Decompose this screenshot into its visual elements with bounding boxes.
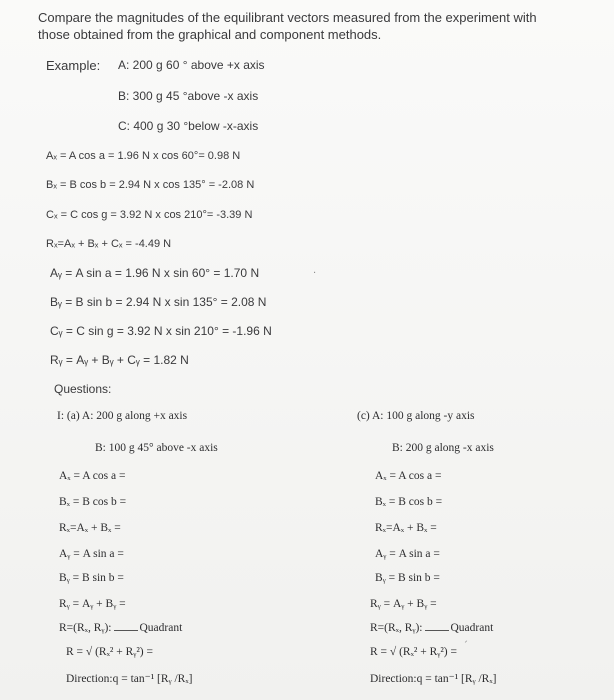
question-a-rx: Rₓ=Aₓ + Bₓ = [59, 522, 121, 534]
question-c-ay: Aᵧ = A sin a = [375, 548, 440, 560]
question-a-r-pair-label: R=(Rₓ, Rᵧ): [59, 622, 112, 634]
questions-heading: Questions: [54, 382, 112, 396]
question-a-by: Bᵧ = B sin b = [59, 572, 124, 584]
question-c-r-pair-label: R=(Rₓ, Rᵧ): [370, 622, 423, 634]
question-c-ry: Rᵧ = Aᵧ + Bᵧ = [370, 598, 437, 610]
question-a-ay: Aᵧ = A sin a = [59, 548, 124, 560]
question-a-direction: Direction:q = tan⁻¹ [Rᵧ /Rₓ] [66, 673, 193, 685]
question-a-bx: Bₓ = B cos b = [59, 496, 127, 508]
question-a-quadrant-blank[interactable] [114, 630, 138, 631]
calc-ax: Aₓ = A cos a = 1.96 N x cos 60°= 0.98 N [46, 150, 241, 162]
question-c-header: (c) A: 100 g along -y axis [357, 410, 475, 422]
question-c-bx: Bₓ = B cos b = [375, 496, 443, 508]
question-a-r-pair [59, 622, 182, 634]
question-a-r-magnitude: R = √ (Rₓ² + Rᵧ²) = [66, 646, 153, 658]
question-c-by: Bᵧ = B sin b = [375, 572, 440, 584]
example-vector-a: A: 200 g 60 ° above +x axis [118, 58, 265, 72]
question-c-r-magnitude: R = √ (Rₓ² + Rᵧ²) = [370, 646, 457, 658]
stray-tick-mark: ˏ [463, 632, 468, 643]
question-c-r-pair [370, 622, 493, 634]
question-c-ax: Aₓ = A cos a = [375, 470, 442, 482]
question-c-rx: Rₓ=Aₓ + Bₓ = [375, 522, 437, 534]
stray-mark: · [313, 268, 317, 279]
calc-cy: Cᵧ = C sin g = 3.92 N x sin 210° = -1.96 N [50, 324, 272, 338]
calc-by: Bᵧ = B sin b = 2.94 N x sin 135° = 2.08 N [50, 295, 267, 309]
question-c-vector-b: B: 200 g along -x axis [392, 442, 494, 454]
question-a-vector-b: B: 100 g 45° above -x axis [95, 442, 218, 454]
instruction-line-1: Compare the magnitudes of the equilibrant vectors measured from the experiment with [38, 10, 537, 25]
question-c-quadrant-label: Quadrant [450, 622, 494, 634]
calc-ay: Aᵧ = A sin a = 1.96 N x sin 60° = 1.70 N [50, 266, 260, 280]
example-vector-b: B: 300 g 45 °above -x axis [118, 89, 259, 103]
question-c-direction: Direction:q = tan⁻¹ [Rᵧ /Rₓ] [370, 673, 497, 685]
example-vector-c: C: 400 g 30 °below -x-axis [118, 119, 259, 133]
question-c-quadrant-blank[interactable] [425, 630, 449, 631]
calc-cx: Cₓ = C cos g = 3.92 N x cos 210°= -3.39 N [46, 209, 253, 221]
instruction-line-2: those obtained from the graphical and component methods. [38, 27, 382, 42]
calc-rx: Rₓ=Aₓ + Bₓ + Cₓ = -4.49 N [46, 238, 172, 250]
calc-ry: Rᵧ = Aᵧ + Bᵧ + Cᵧ = 1.82 N [50, 353, 189, 367]
question-a-header: I: (a) A: 200 g along +x axis [57, 410, 188, 422]
question-a-ry: Rᵧ = Aᵧ + Bᵧ = [59, 598, 126, 610]
question-a-quadrant-label: Quadrant [139, 622, 183, 634]
example-label: Example: [46, 58, 101, 73]
calc-bx: Bₓ = B cos b = 2.94 N x cos 135° = -2.08 N [46, 179, 255, 191]
question-a-ax: Aₓ = A cos a = [59, 470, 126, 482]
